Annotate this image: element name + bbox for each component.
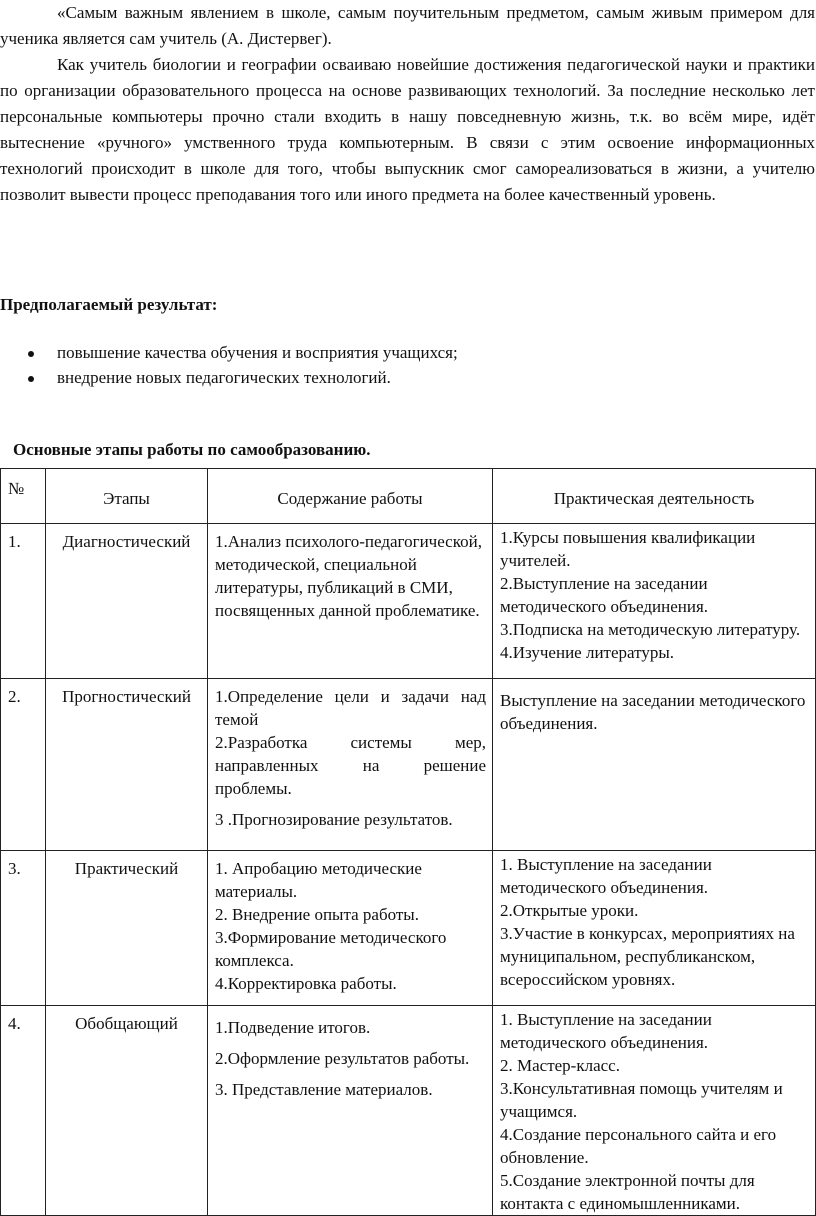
column-header-content: Содержание работы	[208, 469, 493, 524]
practice-cell	[493, 851, 816, 1006]
table-row	[1, 524, 816, 679]
column-header-number: №	[1, 469, 46, 524]
practice-line: 2.Выступление на заседании методического объединения.	[500, 574, 709, 616]
content-line: 3.Формирование методического комплекса.	[215, 928, 447, 970]
practice-line: 3.Участие в конкурсах, мероприятиях на муниципальном, республиканском, всероссийском уровнях.	[500, 924, 795, 989]
bullet-icon	[28, 376, 34, 382]
content-line: 4.Корректировка работы.	[215, 974, 397, 993]
content-cell	[208, 851, 493, 1006]
content-line: 1.Определение цели и задачи над темой	[215, 687, 486, 729]
practice-line: 2.Открытые уроки.	[500, 901, 639, 920]
practice-line: 3.Консультативная помощь учителям и учащимся.	[500, 1079, 783, 1121]
practice-line: 4.Создание персонального сайта и его обновление.	[500, 1125, 777, 1167]
stage-name: Диагностический	[46, 524, 208, 679]
practice-line: 1. Выступление на заседании методического объединения.	[500, 1010, 712, 1052]
table-row	[1, 851, 816, 1006]
content-line: 2.Оформление результатов работы.	[215, 1049, 470, 1068]
content-cell	[208, 1006, 493, 1216]
practice-line: 5.Создание электронной почты для контакта с единомышленниками.	[500, 1171, 755, 1213]
stage-name: Прогностический	[46, 679, 208, 851]
column-header-stages: Этапы	[46, 469, 208, 524]
list-item-text: повышение качества обучения и восприятия учащихся;	[57, 343, 458, 362]
content-cell	[208, 524, 493, 679]
stages-table	[0, 468, 816, 1216]
content-cell	[208, 679, 493, 851]
table-row	[1, 1006, 816, 1216]
content-line: 1.Анализ психолого-педагогической, методической, специальной литературы, публикаций в СМИ, посвященных данной проблематике.	[215, 532, 482, 620]
content-line: 3 .Прогнозирование результатов.	[215, 810, 453, 829]
row-number: 4.	[1, 1006, 46, 1216]
content-line: 1.Подведение итогов.	[215, 1018, 371, 1037]
row-number: 3.	[1, 851, 46, 1006]
content-line: 3. Представление материалов.	[215, 1080, 433, 1099]
stage-name: Практический	[46, 851, 208, 1006]
table-header-row	[1, 469, 816, 524]
practice-cell	[493, 1006, 816, 1216]
bullet-icon	[28, 351, 34, 357]
practice-line: 3.Подписка на методическую литературу.	[500, 620, 801, 639]
spacer	[215, 800, 486, 808]
list-item	[0, 365, 458, 390]
practice-cell	[493, 679, 816, 851]
list-item	[0, 340, 458, 365]
stage-name: Обобщающий	[46, 1006, 208, 1216]
intro-paragraph: Как учитель биологии и географии осваиваю новейшие достижения педагогической науки и практики по организации образовательного процесса на основе развивающих технологий. За последние несколько лет персональные компьютеры прочно стали входить в нашу повседневную жизнь, т.к. во всём мире, идёт вытеснение «ручного» умственного труда компьютерным. В связи с этим освоение информационных технологий происходит в школе для того, чтобы выпускник смог самореализоваться в жизни, а учителю позволит вывести процесс преподавания того или иного предмета на более качественный уровень.	[0, 55, 815, 204]
spacer	[215, 1070, 486, 1078]
column-header-practice: Практическая деятельность	[493, 469, 816, 524]
list-item-text: внедрение новых педагогических технологий.	[57, 368, 391, 387]
table-row	[1, 679, 816, 851]
row-number: 1.	[1, 524, 46, 679]
practice-line: 4.Изучение литературы.	[500, 643, 675, 662]
practice-line: 1. Выступление на заседании методического объединения.	[500, 855, 712, 897]
spacer	[215, 1039, 486, 1047]
content-line: 1. Апробацию методические материалы.	[215, 859, 422, 901]
practice-line: 2. Мастер-класс.	[500, 1056, 620, 1075]
content-line: 2.Разработка системы мер, направленных на решение проблемы.	[215, 733, 486, 798]
result-list	[0, 340, 458, 390]
practice-line: 1.Курсы повышения квалификации учителей.	[500, 528, 756, 570]
epigraph-paragraph: «Самым важным явлением в школе, самым поучительным предметом, самым живым примером для ученика является сам учитель (А. Дистервег).	[0, 3, 815, 48]
practice-line: Выступление на заседании методического объединения.	[500, 691, 806, 733]
row-number: 2.	[1, 679, 46, 851]
practice-cell	[493, 524, 816, 679]
result-heading: Предполагаемый результат:	[0, 295, 218, 314]
content-line: 2. Внедрение опыта работы.	[215, 905, 419, 924]
stages-heading: Основные этапы работы по самообразованию.	[13, 440, 371, 459]
